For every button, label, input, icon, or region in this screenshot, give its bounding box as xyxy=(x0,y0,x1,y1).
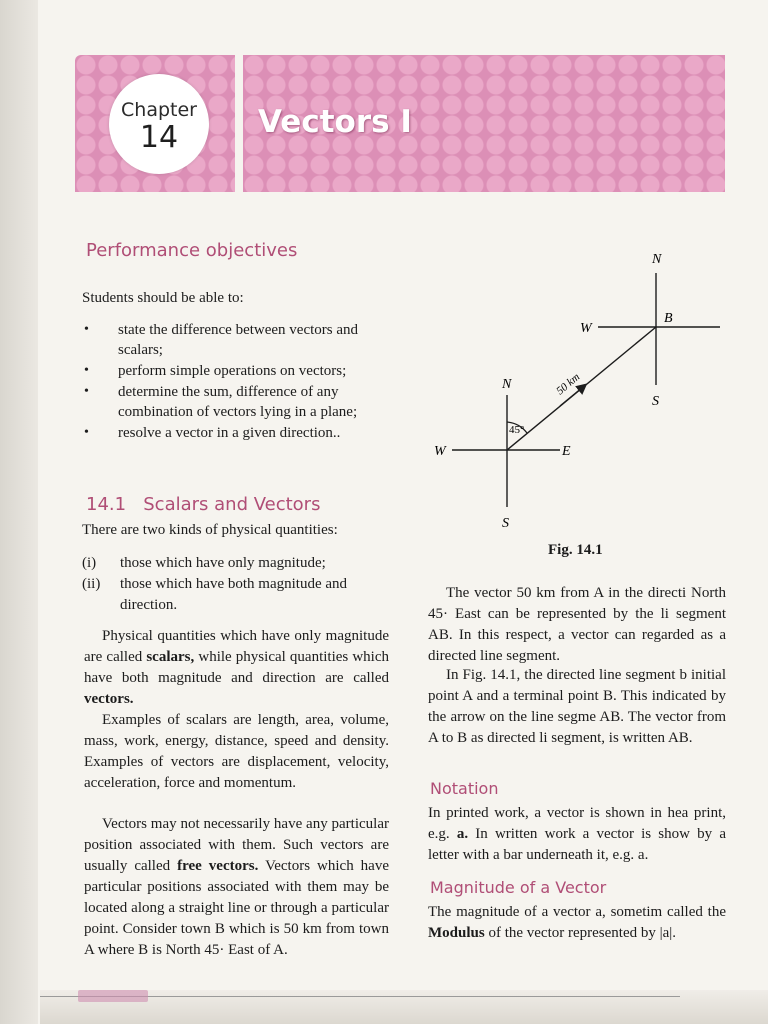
paragraph-vector-representation: The vector 50 km from A in the directi North 45· East can be represented by the li segment AB. In this respect, a vector can regarded as a directed line segment. xyxy=(428,585,726,664)
chapter-title: Vectors I xyxy=(258,104,412,140)
text: In written work a vector is show by a letter with a bar underneath it, e.g. a. xyxy=(428,826,726,863)
term-bold-a: a. xyxy=(456,826,469,842)
objective-item: • determine the sum, difference of any combination of vectors lying in a plane; xyxy=(82,382,402,422)
paragraph-examples: Examples of scalars are length, area, volume, mass, work, energy, distance, speed and density. Examples of vectors are displacement, velocity, acceleration, force and momentum. xyxy=(84,712,389,791)
label-w-bottom: W xyxy=(434,444,446,459)
objective-item: • state the difference between vectors and scalars; xyxy=(82,320,402,360)
list-text: those which have only magnitude; xyxy=(120,555,326,571)
label-angle: 45° xyxy=(509,424,525,436)
objectives-heading: Performance objectives xyxy=(86,240,298,261)
chapter-badge xyxy=(109,74,209,174)
chapter-word: Chapter xyxy=(121,98,197,121)
term-free-vectors: free vectors. xyxy=(177,858,259,874)
text: while physical quantities which have both magnitude and direction are called xyxy=(84,649,389,686)
section-intro: There are two kinds of physical quantities: xyxy=(82,522,338,538)
section-number: 14.1 xyxy=(86,494,127,515)
text: The magnitude of a vector a, sometim called the xyxy=(428,904,726,920)
paragraph-free-vectors xyxy=(84,814,389,961)
section-title: Scalars and Vectors xyxy=(143,494,321,515)
text: In printed work, a vector is shown in hea print, e.g. xyxy=(428,805,726,842)
objective-item: • resolve a vector in a given direction.. xyxy=(82,423,402,443)
text: Vectors may not necessarily have any particular position associated with them. Such vectors are usually called xyxy=(84,816,389,874)
term-vectors: vectors. xyxy=(84,691,134,707)
label-w-top: W xyxy=(580,321,592,336)
paragraph-notation xyxy=(428,803,726,866)
figure-caption: Fig. 14.1 xyxy=(548,542,603,558)
notation-heading: Notation xyxy=(430,779,499,798)
paragraph-magnitude xyxy=(428,902,726,944)
footer-pink-mark xyxy=(78,990,148,1002)
term-modulus: Modulus xyxy=(428,925,485,941)
label-distance: 50 km xyxy=(554,371,583,398)
chapter-number: 14 xyxy=(139,119,179,155)
paragraph-directed-segment: In Fig. 14.1, the directed line segment b initial point A and a terminal point B. This indicated by the arrow on the line segme AB. The vector from A to B as directed li segment, is written AB. xyxy=(428,667,726,746)
objective-item: • perform simple operations on vectors; xyxy=(82,361,402,381)
label-n-bottom: N xyxy=(502,377,512,392)
page-edge xyxy=(0,0,38,1024)
section-heading xyxy=(86,494,320,515)
text: of the vector represented by |a|. xyxy=(484,925,677,941)
text: Vectors which have particular positions associated with them may be located along a straight line or through a particular point. Consider town B which is 50 km from town A where B is North 45· East of A. xyxy=(84,858,389,958)
objectives-list xyxy=(82,320,402,444)
list-item xyxy=(82,553,397,574)
list-text: those which have both magnitude and direction. xyxy=(120,576,348,613)
paragraph-scalars-vectors xyxy=(84,626,389,710)
text: Physical quantities which have only magnitude are called xyxy=(84,628,389,665)
label-s-bottom: S xyxy=(502,516,509,531)
list-number: (ii) xyxy=(82,576,101,592)
list-number: (i) xyxy=(82,555,97,571)
objectives-intro: Students should be able to: xyxy=(82,290,244,306)
label-e-bottom: E xyxy=(562,444,571,459)
vector-diagram xyxy=(420,245,730,535)
magnitude-heading: Magnitude of a Vector xyxy=(430,878,607,897)
quantity-kinds-list xyxy=(82,553,397,616)
label-b: B xyxy=(664,311,673,326)
term-scalars: scalars, xyxy=(146,649,195,665)
list-item xyxy=(82,574,397,616)
label-n-top: N xyxy=(652,252,662,267)
label-s-top: S xyxy=(652,394,659,409)
